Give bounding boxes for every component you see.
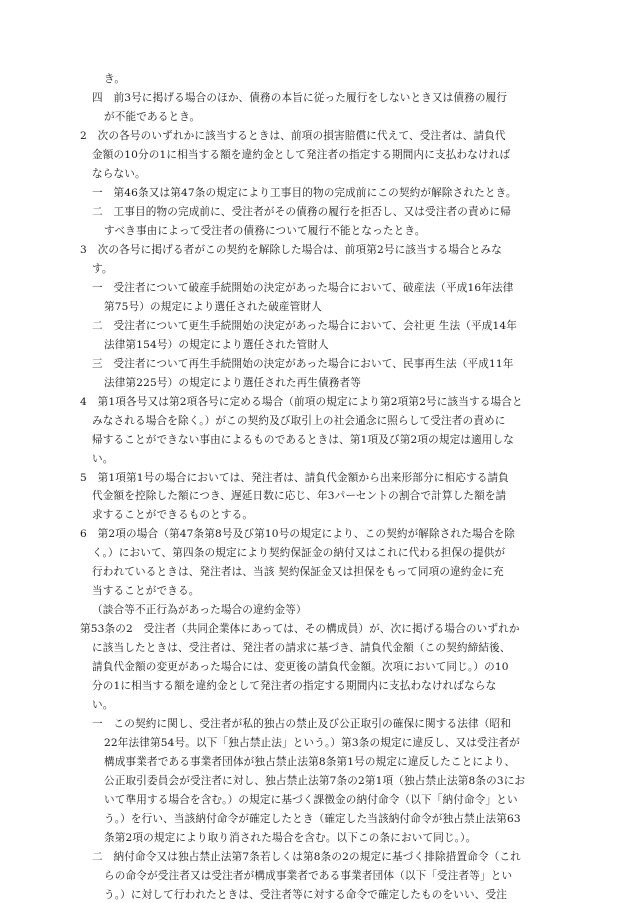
text-line: 請負代金額の変更があった場合には、変更後の請負代金額。次項において同じ。）の10 — [92, 661, 509, 674]
text-line: 構成事業者である事業者団体が独占禁止法第8条第1号の規定に違反したことにより、 — [104, 756, 516, 769]
text-line: いて準用する場合を含む。）の規定に基づく課徴金の納付命令（以下「納付命令」とい — [104, 794, 518, 807]
text-line: 二 受注者について更生手続開始の決定があった場合において、会社更 生法（平成14年 — [92, 319, 518, 332]
text-line: 金額の10分の1に相当する額を違約金として発注者の指定する期間内に支払わなければ — [92, 148, 511, 161]
text-line: らの命令が受注者又は受注者が構成事業者である事業者団体（以下「受注者等」とい — [104, 870, 513, 883]
text-line: 一 受注者について破産手続開始の決定があった場合において、破産法（平成16年法律 — [92, 281, 514, 294]
text-line: ならない。 — [92, 167, 146, 180]
text-line: 条第2項の規定により取り消された場合を含む。以下この条において同じ。）。 — [104, 832, 477, 845]
text-line: 2 次の各号のいずれかに該当するときは、前項の損害賠償に代えて、受注者は、請負代 — [80, 129, 506, 142]
text-line: 3 次の各号に掲げる者がこの契約を解除した場合は、前項第2号に該当する場合とみな — [80, 243, 503, 256]
text-line: 5 第1項第1号の場合においては、発注者は、請負代金額から出来形部分に相応する請負 — [80, 471, 509, 484]
text-line: 代金額を控除した額につき、遅延日数に応じ、年3パーセントの割合で計算した額を請 — [92, 490, 507, 503]
text-line: 22年法律第54号。以下「独占禁止法」という。）第3条の規定に違反し、又は受注者が — [104, 737, 520, 750]
section-heading: （談合等不正行為があった場合の違約金等） — [92, 604, 307, 617]
text-line: 当することができる。 — [92, 585, 200, 598]
text-line: 第75号）の規定により選任された破産管財人 — [104, 300, 322, 313]
text-line: 第53条の2 受注者（共同企業体にあっては、その構成員）が、次に掲げる場合のいずれか — [80, 623, 520, 636]
text-line: 法律第225号）の規定により選任された再生債務者等 — [104, 376, 362, 389]
text-line: う。）を行い、当該納付命令が確定したとき（確定した当該納付命令が独占禁止法第63 — [104, 813, 521, 826]
text-line: が不能であるとき。 — [104, 110, 201, 123]
text-line: 四 前3号に掲げる場合のほか、債務の本旨に従った履行をしないとき又は債務の履行 — [92, 91, 508, 104]
text-line: 二 工事目的物の完成前に、受注者がその債務の履行を拒否し、又は受注者の責めに帰 — [92, 205, 512, 218]
text-line: 二 納付命令又は独占禁止法第7条若しくは第8条の2の規定に基づく排除措置命令（これ — [92, 851, 521, 864]
text-line: う。）に対して行われたときは、受注者等に対する命令で確定したものをいい、受注 — [104, 889, 507, 901]
text-line: す。 — [92, 262, 113, 275]
text-line: 求することができるものとする。 — [92, 509, 254, 522]
text-line: 一 この契約に関し、受注者が私的独占の禁止及び公正取引の確保に関する法律（昭和 — [92, 718, 512, 731]
text-line: すべき事由によって受注者の債務について履行不能となったとき。 — [104, 224, 426, 237]
text-line: 行われているときは、発注者は、当該 契約保証金又は担保をもって同項の違約金に充 — [92, 566, 504, 579]
text-line: き。 — [104, 73, 126, 85]
text-line: 4 第1項各号又は第2項各号に定める場合（前項の規定により第2項第2号に該当する場合と — [80, 395, 523, 408]
text-line: い。 — [92, 452, 114, 465]
text-line: 三 受注者について再生手続開始の決定があった場合において、民事再生法（平成11年 — [92, 357, 514, 370]
text-line: 分の1に相当する額を違約金として発注者の指定する期間内に支払わなければならな — [92, 680, 497, 693]
text-line: 一 第46条又は第47条の規定により工事目的物の完成前にこの契約が解除されたとき。 — [92, 186, 517, 199]
text-line: い。 — [92, 699, 114, 712]
text-line: 法律第154号）の規定により選任された管財人 — [104, 338, 329, 351]
text-line: 6 第2項の場合（第47条第8号及び第10号の規定により、この契約が解除された場合を除 — [80, 528, 516, 541]
text-line: く。）において、第四条の規定により契約保証金の納付又はこれに代わる担保の提供が — [92, 547, 506, 560]
text-line: に該当したときは、受注者は、発注者の請求に基づき、請負代金額（この契約締結後、 — [92, 642, 511, 655]
text-line: みなされる場合を除く。）がこの契約及び取引上の社会通念に照らして受注者の責めに — [92, 414, 506, 427]
text-line: 帰することができない事由によるものであるときは、第1項及び第2項の規定は適用しな — [92, 433, 515, 446]
text-line: 公正取引委員会が受注者に対し、独占禁止法第7条の2第1項（独占禁止法第8条の3にお — [104, 775, 526, 788]
